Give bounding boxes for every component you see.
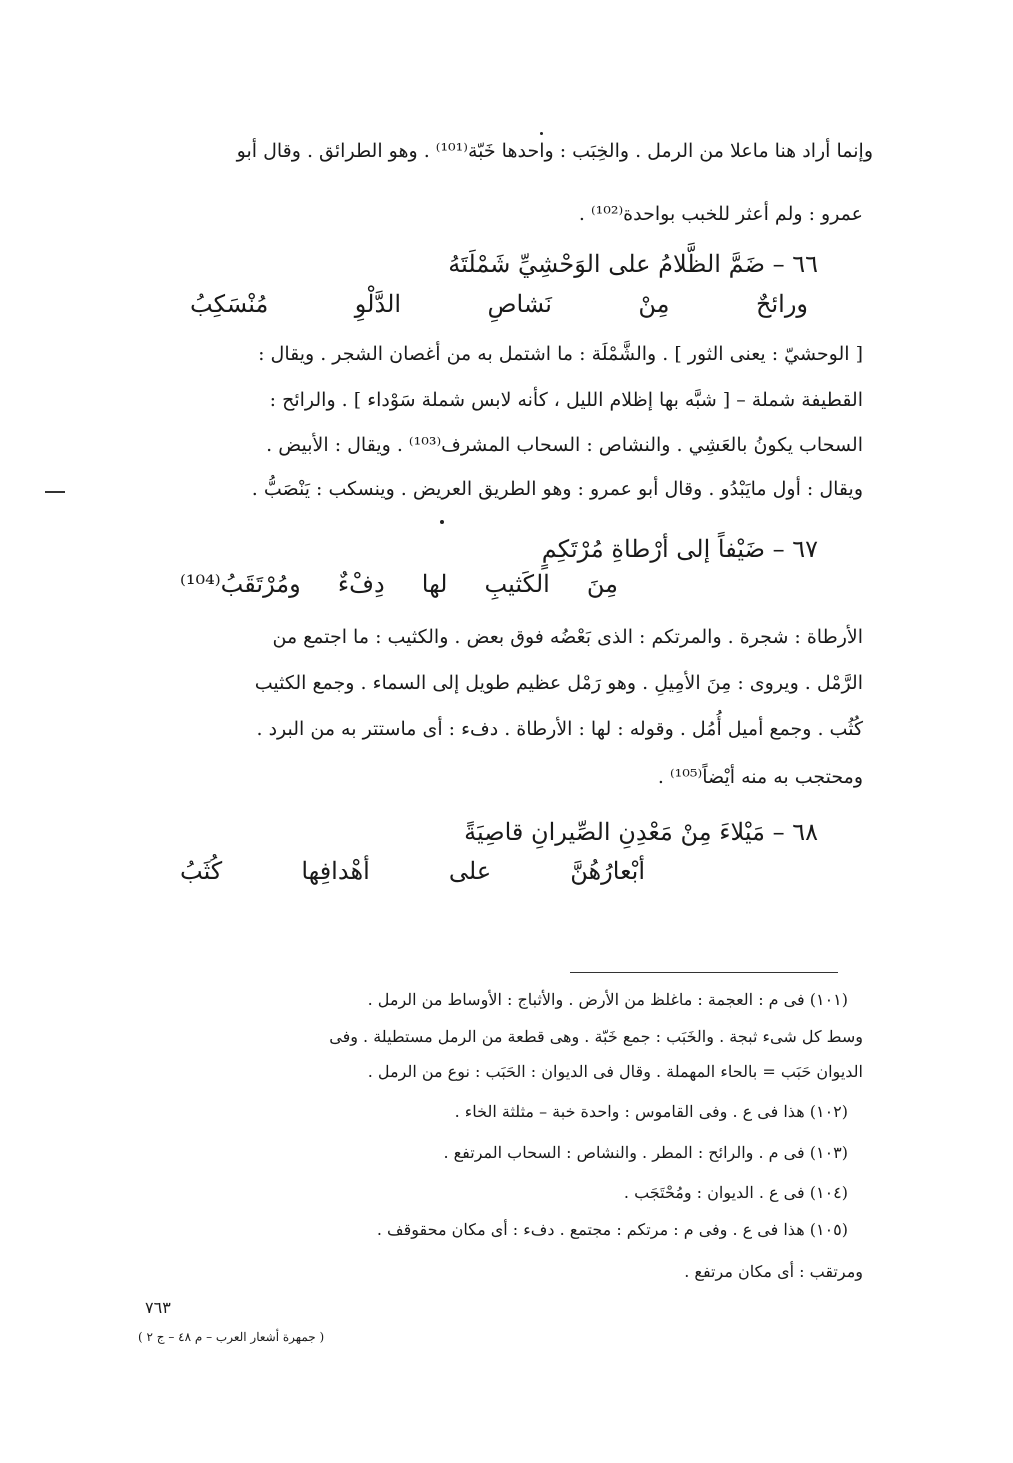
body-text-line: عمرو : ولم أعثر للخبب بواحدة⁽¹⁰²⁾ . <box>578 203 863 225</box>
scan-dot <box>540 132 543 135</box>
margin-mark <box>45 491 65 493</box>
body-text-line: كُثُب . وجمع أميل أُمُل . وقوله : لها : الأرطاة . دفء : أى ماستتر به من البرد . <box>256 718 863 740</box>
body-text-line: ومحتجب به منه أيْضاً⁽¹⁰⁵⁾ . <box>657 766 863 788</box>
verse-66-second-hemistich: ورائحٌ مِنْ نَشاصِ الدَّلْوِ مُنْسَكِبُ <box>190 290 808 318</box>
verse-66-first-hemistich: ٦٦ – ضَمَّ الظَّلامُ على الوَحْشِيِّ شَمْلَتَهُ <box>448 250 818 278</box>
footnote-separator <box>570 972 838 973</box>
body-text-line: الأرطاة : شجرة . والمرتكم : الذى بَعْضُه فوق بعض . والكثيب : ما اجتمع من <box>272 626 863 648</box>
body-text-line: القطيفة شملة – [ شبَّه بها إظلام الليل ، كأنه لابس شملة سَوْداء ] . والرائح : <box>269 389 863 411</box>
footnote-line: الديوان حَبَب = بالحاء المهملة . وقال فى الديوان : الحَبَب : نوع من الرمل . <box>367 1062 863 1081</box>
body-text-line: ويقال : أول مايَبْدُو . وقال أبو عمرو : وهو الطريق العريض . وينسكب : يَنْصَبُّ . <box>251 478 863 500</box>
page-number: ٧٦٣ <box>145 1298 171 1317</box>
footnote-line: (١٠٤) فى ع . الديوان : ومُحْتَجَب . <box>623 1183 848 1202</box>
verse-68-first-hemistich: ٦٨ – مَيْلاءَ مِنْ مَعْدِنِ الصِّيرانِ قاصِيَةً <box>464 818 818 846</box>
footnote-line: وسط كل شىء ثبجة . والخَبَب : جمع خَبّة . وهى قطعة من الرمل مستطيلة . وفى <box>329 1027 863 1046</box>
body-text-line: وإنما أراد هنا ماعلا من الرمل . والخِبَب : واحدها خَبّة⁽¹⁰¹⁾ . وهو الطرائق . وقال أبو <box>236 140 873 162</box>
body-text-line: الرَّمْل . ويروى : مِنَ الأمِيلِ . وهو رَمْل عظيم طويل إلى السماء . وجمع الكثيب <box>254 672 863 694</box>
footnote-line: (١٠٥) هذا فى ع . وفى م : مرتكم : مجتمع . دفء : أى مكان محقوقف . <box>376 1220 848 1239</box>
verse-68-second-hemistich: أبْعارُهُنَّ على أهْدافِها كُثَبُ <box>180 857 645 885</box>
verse-67-second-hemistich: مِنَ الكَثيبِ لها دِفْءٌ ومُرْتَقَبُ⁽¹⁰⁴⁾ <box>180 570 618 598</box>
body-text-line: [ الوحشيّ : يعنى الثور ] . والشَّمْلَة : ما اشتمل به من أغصان الشجر . ويقال : <box>258 343 863 365</box>
signature-mark: ( جمهرة أشعار العرب – م ٤٨ – ج ٢ ) <box>138 1330 325 1344</box>
verse-67-first-hemistich: ٦٧ – ضَيْفاً إلى أرْطاةِ مُرْتَكِمٍ <box>541 535 818 563</box>
scan-dot <box>440 520 444 524</box>
footnote-line: (١٠٣) فى م . والرائح : المطر . والنشاص : السحاب المرتفع . <box>443 1143 848 1162</box>
footnote-line: (١٠١) فى م : العجمة : ماغلظ من الأرض . والأثباج : الأوساط من الرمل . <box>367 990 848 1009</box>
body-text-line: السحاب يكونُ بالعَشِي . والنشاص : السحاب المشرف⁽¹⁰³⁾ . ويقال : الأبيض . <box>266 434 863 456</box>
footnote-line: ومرتقب : أى مكان مرتفع . <box>684 1262 863 1281</box>
footnote-line: (١٠٢) هذا فى ع . وفى القاموس : واحدة خبة – مثلثة الخاء . <box>454 1102 848 1121</box>
